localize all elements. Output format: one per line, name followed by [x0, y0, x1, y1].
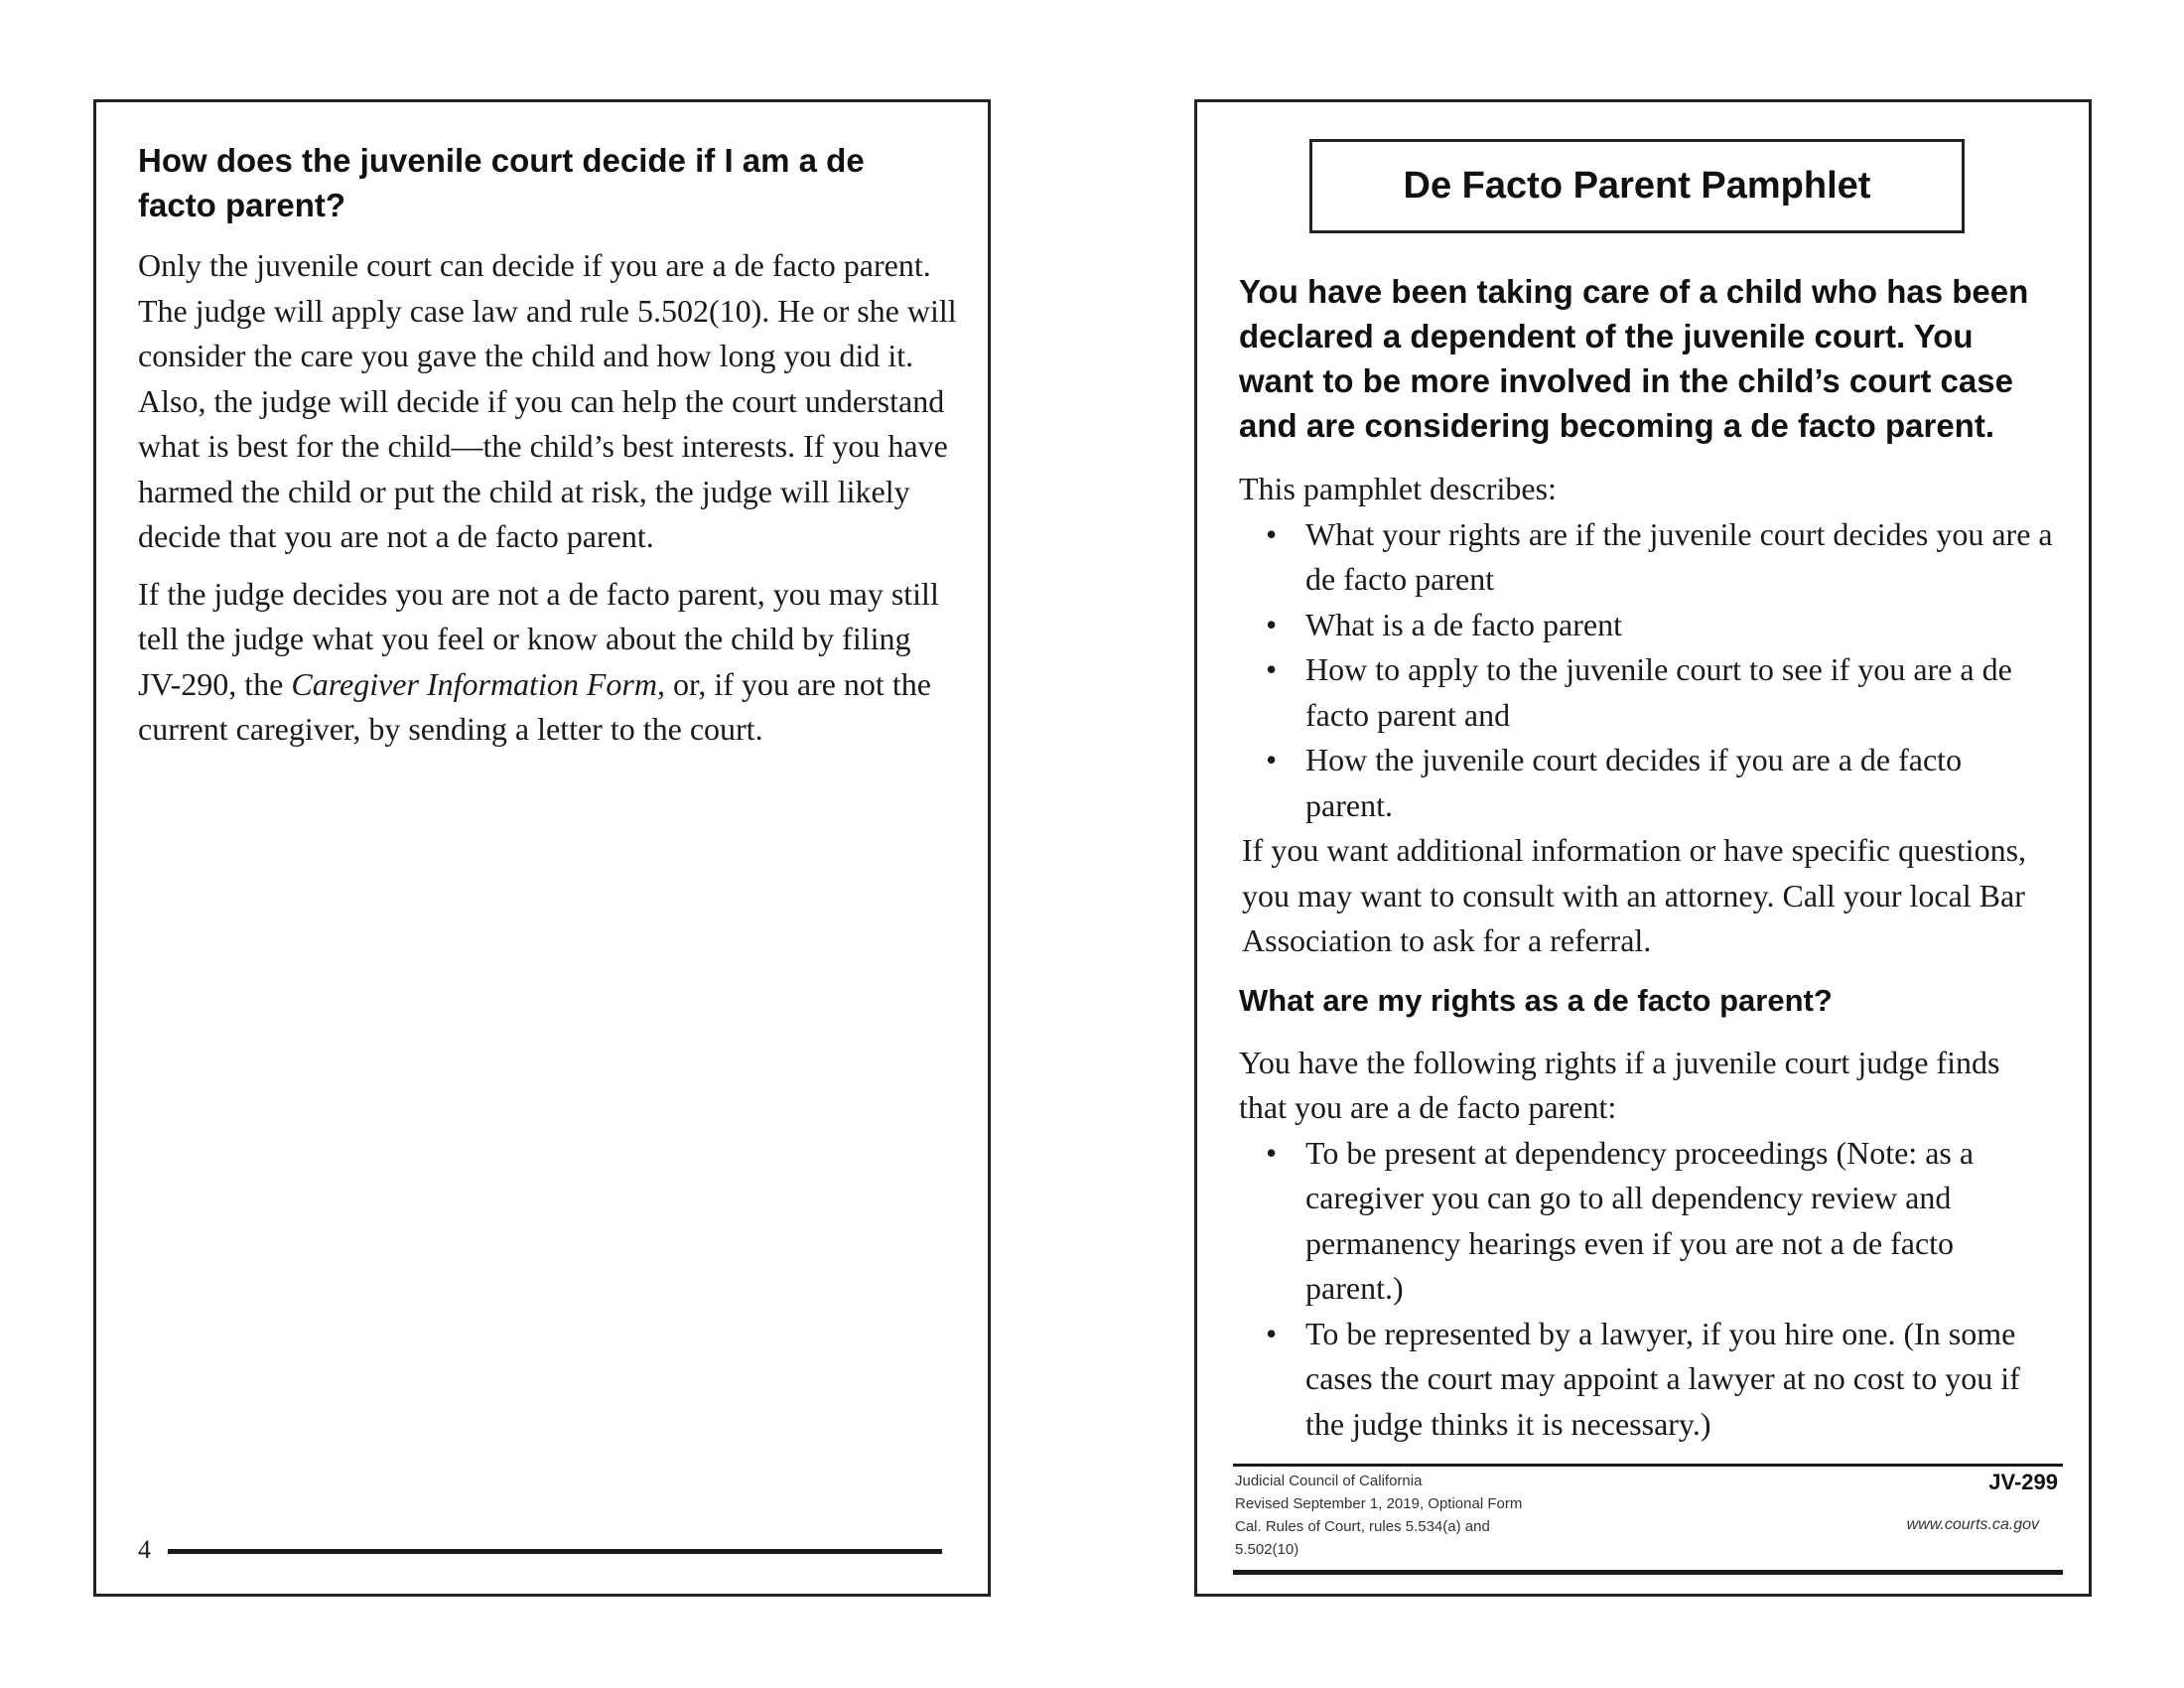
describes-list	[1239, 512, 2053, 829]
left-paragraph-2-end: , or, if you are not the current caregiver, by sending a letter to the court.	[138, 665, 931, 747]
rights-lead: You have the following rights if a juvenile court judge finds that you are a de facto parent:	[1239, 1044, 2000, 1125]
rights-list	[1239, 1131, 2053, 1448]
left-page	[93, 99, 991, 1597]
left-page-body	[138, 243, 957, 753]
left-paragraph-2-start: If the judge decides you are not a de facto parent, you may still tell the judge what you feel or know about the child by filing JV-290, the	[138, 575, 939, 702]
page-number: 4	[138, 1535, 151, 1564]
list-item: • To be present at dependency proceedings (Note: as a caregiver you can go to all dependency review and permanency hearings even if you are not a de facto parent.)	[1266, 1131, 2053, 1312]
footer-rule	[168, 1549, 942, 1554]
form-footer	[1233, 1464, 2063, 1575]
rights-heading: What are my rights as a de facto parent?	[1239, 982, 1833, 1018]
right-page	[1194, 99, 2092, 1597]
left-paragraph-2	[138, 572, 957, 753]
rules-citation: Cal. Rules of Court, rules 5.534(a) and	[1235, 1518, 1490, 1535]
list-item: • How the juvenile court decides if you are a de facto parent.	[1266, 738, 2053, 828]
intro-statement: You have been taking care of a child who has been declared a dependent of the juvenile court. You want to be more involved in the child’s court case and are considering becoming a de facto parent.	[1239, 273, 2029, 444]
title-box	[1309, 139, 1965, 233]
website-url: www.courts.ca.gov	[1906, 1516, 2039, 1533]
right-page-body	[1239, 467, 2053, 1447]
form-metadata	[1235, 1470, 1522, 1561]
agency-name: Judicial Council of California	[1235, 1473, 1423, 1489]
describes-lead: This pamphlet describes:	[1239, 471, 1557, 506]
list-item: • What your rights are if the juvenile court decides you are a de facto parent	[1266, 512, 2053, 603]
left-page-heading: How does the juvenile court decide if I am a de facto parent?	[138, 142, 865, 223]
rules-citation-cont: 5.502(10)	[1235, 1541, 1299, 1558]
left-page-footer	[138, 1530, 942, 1564]
pamphlet-title: De Facto Parent Pamphlet	[1403, 165, 1871, 207]
form-number: JV-299	[1988, 1470, 2058, 1494]
attorney-contact-paragraph: If you want additional information or have specific questions, you may want to consult with an attorney. Call your local Bar Association to ask for a referral.	[1242, 832, 2027, 958]
list-item: • To be represented by a lawyer, if you hire one. (In some cases the court may appoint a lawyer at no cost to you if the judge thinks it is necessary.)	[1266, 1312, 2053, 1448]
caregiver-form-title: Caregiver Information Form	[291, 665, 657, 702]
left-paragraph-1: Only the juvenile court can decide if you are a de facto parent. The judge will apply case law and rule 5.502(10). He or she will consider the care you gave the child and how long you did it. Also, the judge will decide if you can help the court understand what is best for the child—the child’s best interests. If you have harmed the child or put the child at risk, the judge will likely decide that you are not a de facto parent.	[138, 247, 957, 554]
list-item: • How to apply to the juvenile court to see if you are a de facto parent and	[1266, 647, 2053, 738]
list-item: • What is a de facto parent	[1266, 603, 2053, 648]
revision-date: Revised September 1, 2019, Optional Form	[1235, 1495, 1523, 1512]
